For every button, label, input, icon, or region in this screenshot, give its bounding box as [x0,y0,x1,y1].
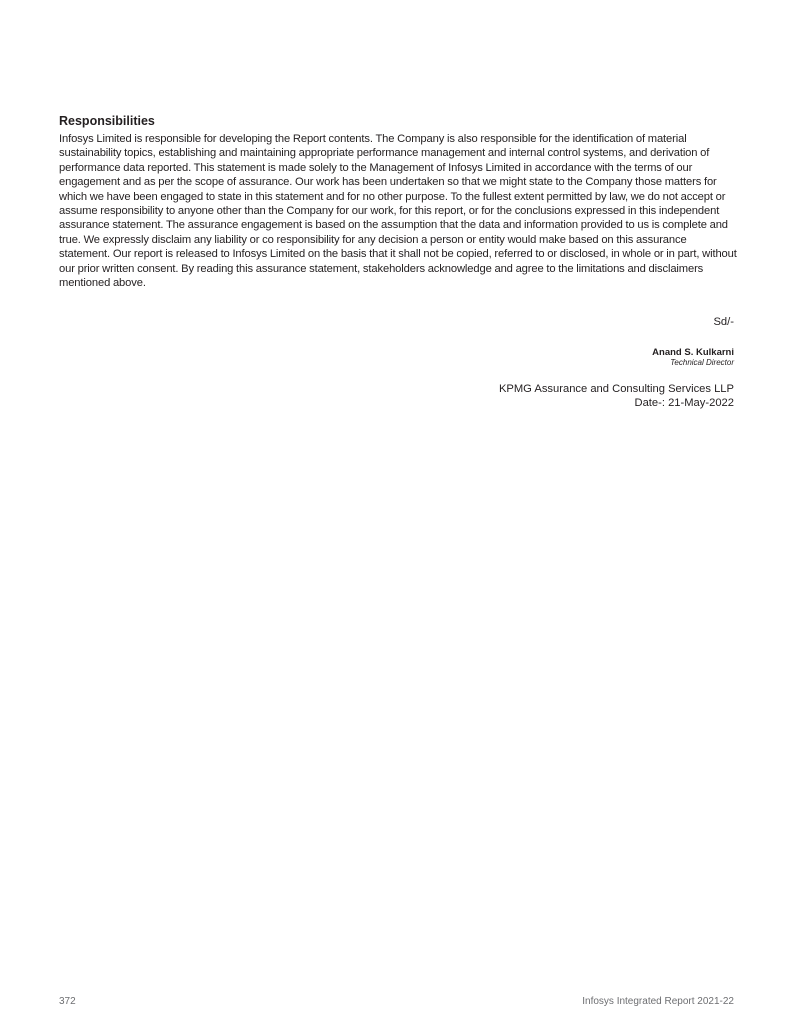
responsibilities-section [59,113,739,290]
signed-marker: Sd/- [713,316,734,328]
section-body: Infosys Limited is responsible for developing the Report contents. The Company is also responsible for the identification of material sustainability topics, establishing and maintaining appropriate performance management and internal control systems, and derivation of performance data reported. This statement is made solely to the Management of Infosys Limited in accordance with the terms of our engagement and as per the scope of assurance. Our work has been undertaken so that we might state to the Company those matters for which we have been engaged to state in this statement and for no other purpose. To the fullest extent permitted by law, we do not accept or assume responsibility to anyone other than the Company for our work, for this report, or for the conclusions expressed in this independent assurance statement. The assurance engagement is based on the assumption that the data and information provided to us is complete and true. We expressly disclaim any liability or co responsibility for any decision a person or entity would make based on this assurance statement. Our report is released to Infosys Limited on the basis that it shall not be copied, referred to or disclosed, in whole or in part, without our prior written consent. By reading this assurance statement, stakeholders acknowledge and agree to the limitations and disclaimers mentioned above. [59,133,737,290]
footer-report-title: Infosys Integrated Report 2021-22 [582,996,734,1007]
signer-name: Anand S. Kulkarni [652,347,734,358]
firm-name: KPMG Assurance and Consulting Services LLP [498,383,734,395]
section-heading: Responsibilities [59,114,155,128]
signature-block [499,315,734,410]
page-number: 372 [59,996,76,1007]
signature-date: Date-: 21-May-2022 [634,397,734,409]
signer-title: Technical Director [670,358,734,367]
